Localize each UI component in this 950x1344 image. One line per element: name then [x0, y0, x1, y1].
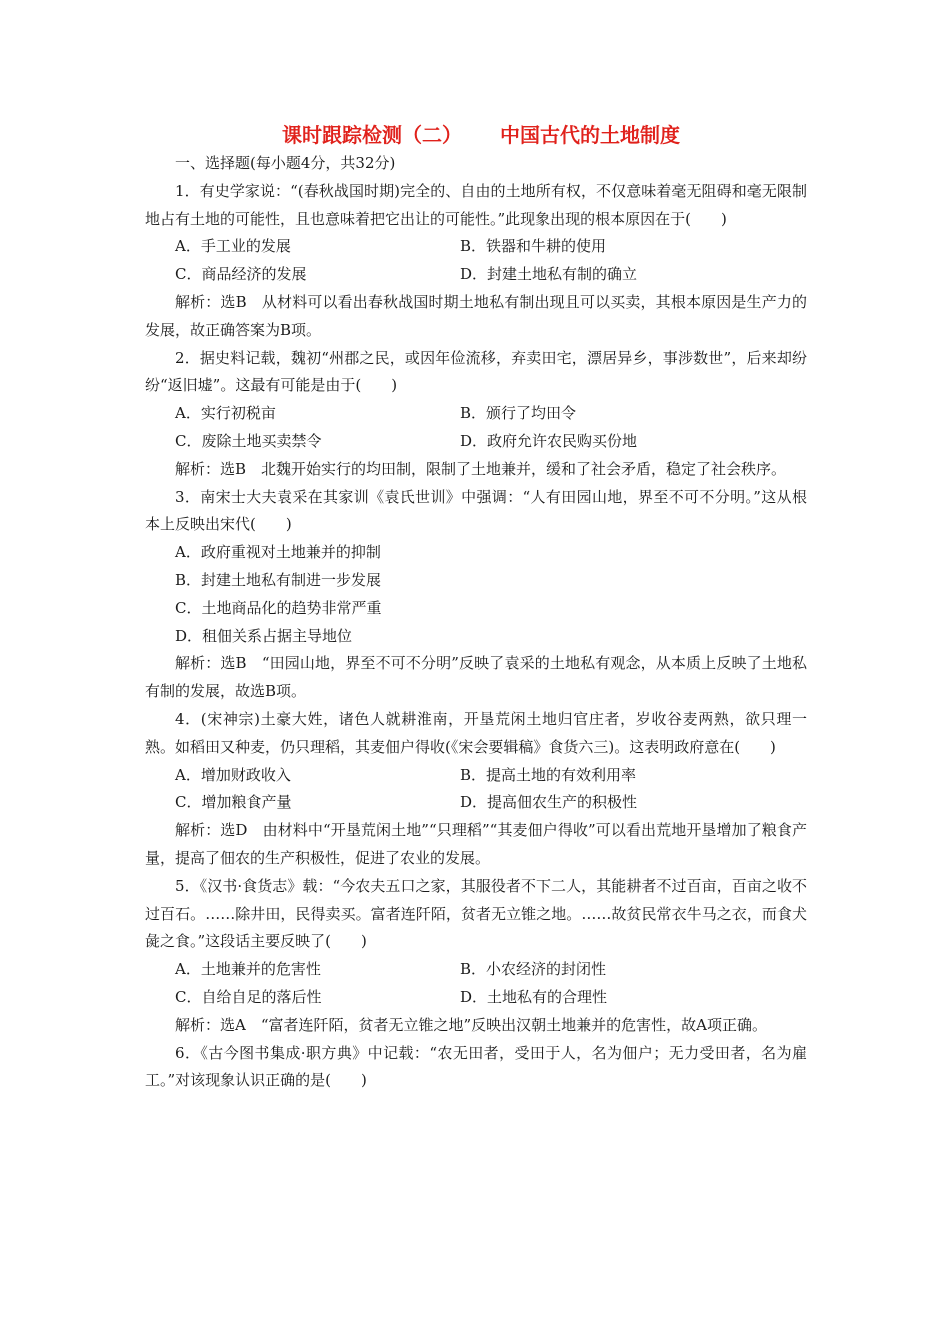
option-a: A．手工业的发展 — [175, 237, 291, 256]
option-d: D．租佃关系占据主导地位 — [175, 626, 353, 645]
option-d: D．政府允许农民购买份地 — [460, 431, 638, 450]
question-6 — [145, 1040, 807, 1096]
document-page — [145, 120, 807, 1095]
option-b: B．铁器和牛耕的使用 — [460, 237, 607, 256]
option-c: C．土地商品化的趋势非常严重 — [175, 598, 382, 617]
title-part1: 课时跟踪检测（二） — [282, 123, 462, 147]
option-c: C．自给自足的落后性 — [175, 987, 322, 1006]
option-c: C．增加粮食产量 — [175, 793, 292, 812]
question-stem: 1．有史学家说：“(春秋战国时期)完全的、自由的土地所有权，不仅意味着毫无阻碍和毫无限制地占有土地的可能性，且也意味着把它出让的可能性。”此现象出现的根本原因在于( ) — [145, 181, 807, 228]
option-d: D．封建土地私有制的确立 — [460, 265, 638, 284]
options — [145, 400, 807, 456]
option-a: A．增加财政收入 — [175, 765, 291, 784]
options — [145, 539, 807, 650]
analysis: 解析：选B 从材料可以看出春秋战国时期土地私有制出现且可以买卖，其根本原因是生产力的发展，故正确答案为B项。 — [145, 292, 807, 339]
option-b: B．提高土地的有效利用率 — [460, 765, 637, 784]
option-b: B．小农经济的封闭性 — [460, 960, 607, 979]
question-stem: 4．(宋神宗)土豪大姓，诸色人就耕淮南，开垦荒闲土地归官庄者，岁收谷麦两熟，欲只理一熟。如稻田又种麦，仍只理稻，其麦佃户得收(《宋会要辑稿》食货六三)。这表明政府意在( ) — [145, 709, 807, 756]
question-stem: 2．据史料记载，魏初“州郡之民，或因年俭流移，弃卖田宅，漂居异乡，事涉数世”，后来却纷纷“返旧墟”。这最有可能是由于( ) — [145, 348, 807, 395]
option-a: A．政府重视对土地兼并的抑制 — [175, 543, 381, 562]
question-1 — [145, 178, 807, 345]
options — [145, 956, 807, 1012]
options — [145, 233, 807, 289]
question-2 — [145, 345, 807, 484]
option-d: D．提高佃农生产的积极性 — [460, 793, 638, 812]
options — [145, 762, 807, 818]
option-b: B．颁行了均田令 — [460, 404, 577, 423]
analysis: 解析：选B 北魏开始实行的均田制，限制了土地兼并，缓和了社会矛盾，稳定了社会秩序。 — [175, 459, 787, 478]
question-stem: 3．南宋士大夫袁采在其家训《袁氏世训》中强调：“人有田园山地，界至不可不分明。”这从根本上反映出宋代( ) — [145, 487, 807, 534]
question-stem: 6．《古今图书集成·职方典》中记载：“农无田者，受田于人，名为佃户；无力受田者，名为雇工。”对该现象认识正确的是( ) — [145, 1043, 807, 1090]
section-heading: 一、选择题(每小题4分，共32分) — [175, 154, 396, 172]
option-c: C．商品经济的发展 — [175, 265, 307, 284]
title-part2: 中国古代的土地制度 — [500, 123, 680, 147]
option-d: D．土地私有的合理性 — [460, 987, 608, 1006]
question-4 — [145, 706, 807, 873]
question-5 — [145, 873, 807, 1040]
option-a: A．土地兼并的危害性 — [175, 960, 321, 979]
option-a: A．实行初税亩 — [175, 404, 276, 423]
analysis: 解析：选D 由材料中“开垦荒闲土地”“只理稻”“其麦佃户得收”可以看出荒地开垦增加了粮食产量，提高了佃农的生产积极性，促进了农业的发展。 — [145, 821, 807, 867]
option-c: C．废除土地买卖禁令 — [175, 431, 322, 450]
question-3 — [145, 484, 807, 706]
analysis: 解析：选B “田园山地，界至不可不分明”反映了袁采的土地私有观念，从本质上反映了土地私有制的发展，故选B项。 — [145, 654, 807, 701]
option-b: B．封建土地私有制进一步发展 — [175, 570, 382, 589]
analysis: 解析：选A “富者连阡陌，贫者无立锥之地”反映出汉朝土地兼并的危害性，故A项正确。 — [175, 1015, 768, 1034]
question-stem: 5．《汉书·食货志》载：“今农夫五口之家，其服役者不下二人，其能耕者不过百亩，百亩之收不过百石。……除井田，民得卖买。富者连阡陌，贫者无立锥之地。……故贫民常衣牛马之衣，而食犬彘之食。”这段话主要反映了( ) — [145, 876, 807, 951]
page-title — [145, 120, 807, 150]
